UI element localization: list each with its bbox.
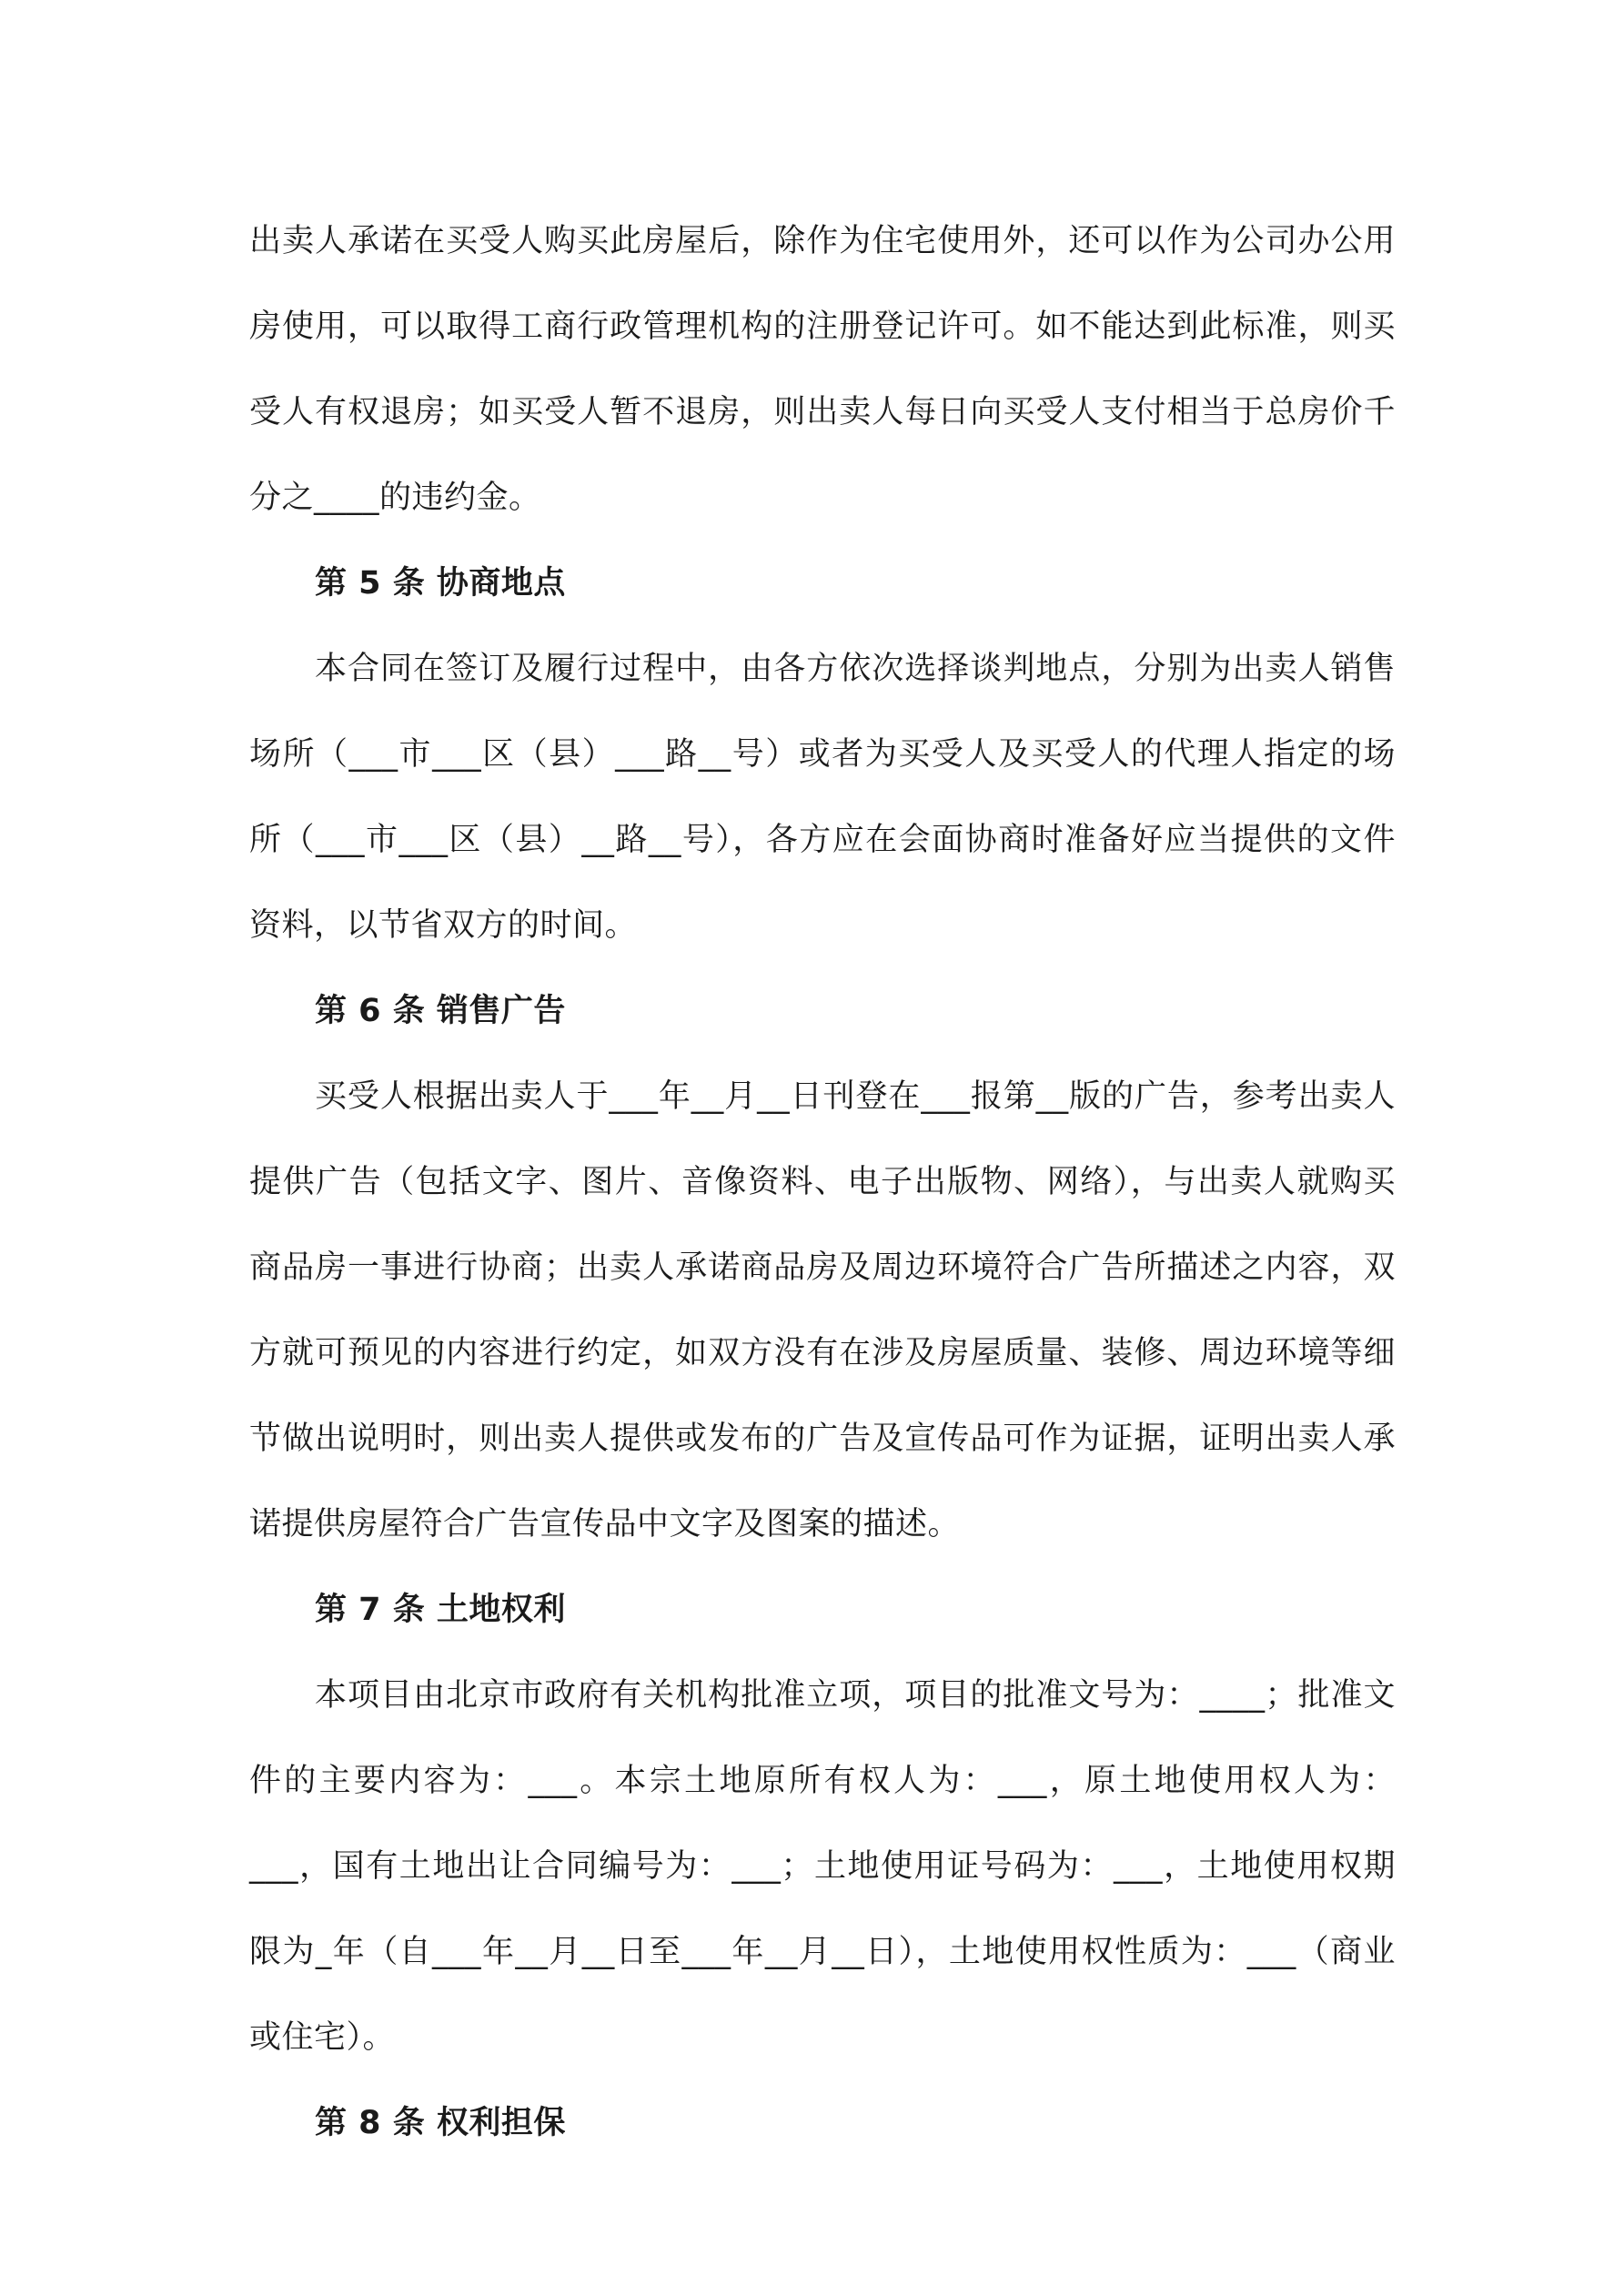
document-page [249, 198, 1396, 2166]
article-7-body: 本项目由北京市政府有关机构批准立项，项目的批准文号为：____；批准文件的主要内容为：___。本宗土地原所有权人为：___，原土地使用权人为：___，国有土地出让合同编号为：___；土地使用证号码为：___，土地使用权期限为_年（自___年__月__日至___年__月__日），土地使用权性质为：___（商业或住宅）。 [249, 1677, 1396, 2056]
article-8-heading: 第 8 条 权利担保 [315, 2105, 566, 2141]
article-6-body: 买受人根据出卖人于___年__月__日刊登在___报第__版的广告，参考出卖人提供广告（包括文字、图片、音像资料、电子出版物、网络），与出卖人就购买商品房一事进行协商；出卖人承诺商品房及周边环境符合广告所描述之内容，双方就可预见的内容进行约定，如双方没有在涉及房屋质量、装修、周边环境等细节做出说明时，则出卖人提供或发布的广告及宣传品可作为证据，证明出卖人承诺提供房屋符合广告宣传品中文字及图案的描述。 [249, 1078, 1396, 1542]
article-5-body: 本合同在签订及履行过程中，由各方依次选择谈判地点，分别为出卖人销售场所（___市___区（县）___路__号）或者为买受人及买受人的代理人指定的场所（___市___区（县）__路__号），各方应在会面协商时准备好应当提供的文件资料，以节省双方的时间。 [249, 651, 1396, 944]
article-7-heading: 第 7 条 土地权利 [315, 1592, 566, 1628]
article-6-heading: 第 6 条 销售广告 [315, 993, 566, 1029]
intro-paragraph: 出卖人承诺在买受人购买此房屋后，除作为住宅使用外，还可以作为公司办公用房使用，可以取得工商行政管理机构的注册登记许可。如不能达到此标准，则买受人有权退房；如买受人暂不退房，则出卖人每日向买受人支付相当于总房价千分之____的违约金。 [249, 223, 1396, 516]
article-5-heading: 第 5 条 协商地点 [315, 565, 566, 602]
